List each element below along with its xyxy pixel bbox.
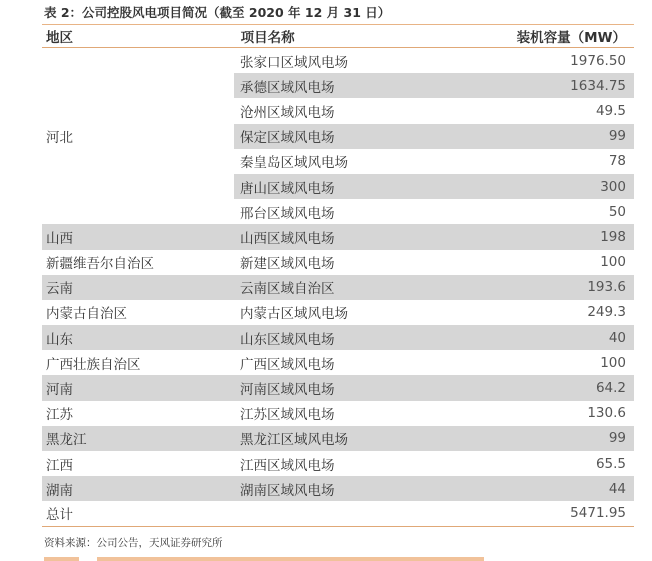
- region-name: 广西壮族自治区: [46, 356, 141, 373]
- region-name: 云南: [46, 281, 73, 298]
- capacity-value: 130.6: [587, 405, 626, 422]
- capacity-value: 1634.75: [464, 73, 634, 98]
- capacity-value: 99: [608, 430, 626, 447]
- project-name: 山西区域风电场: [240, 230, 335, 247]
- region-name: 江苏: [46, 407, 73, 424]
- project-name: 河南区域风电场: [240, 382, 335, 399]
- table-row: [42, 325, 634, 350]
- capacity-value: 65.5: [595, 455, 626, 472]
- table-caption: 表 2：公司控股风电项目简况（截至 2020 年 12 月 31 日）: [44, 5, 391, 20]
- project-name: 张家口区域风电场: [240, 54, 348, 71]
- table-row: [42, 350, 634, 375]
- table-row: [42, 375, 634, 400]
- capacity-value: 193.6: [587, 279, 626, 296]
- capacity-value: 44: [608, 480, 626, 497]
- source-note: 资料来源：公司公告，天风证券研究所: [44, 537, 223, 549]
- table-row: [42, 300, 634, 325]
- table-header: [42, 24, 634, 48]
- region-name: 湖南: [46, 482, 73, 499]
- capacity-value: 198: [600, 228, 626, 245]
- capacity-value: 64.2: [595, 380, 626, 397]
- table-row: [42, 476, 634, 501]
- table-row: [42, 174, 634, 199]
- total-capacity: 5471.95: [570, 505, 626, 522]
- capacity-value: 300: [464, 174, 634, 199]
- table-row: [42, 401, 634, 426]
- capacity-value: 1976.50: [570, 52, 626, 69]
- table-row: [42, 426, 634, 451]
- region-name: 新疆维吾尔自治区: [46, 256, 154, 273]
- region-name: 江西: [46, 457, 73, 474]
- total-label: 总计: [46, 507, 73, 524]
- project-name: 江西区域风电场: [240, 457, 335, 474]
- capacity-value: 100: [600, 354, 626, 371]
- project-name: 沧州区域风电场: [240, 104, 335, 121]
- header-project: 项目名称: [240, 30, 295, 46]
- region-name: 山东: [46, 331, 73, 348]
- capacity-value: 99: [464, 124, 634, 149]
- table-row: [42, 199, 634, 224]
- hebei-group: [42, 48, 634, 224]
- project-name: 山东区域风电场: [240, 331, 335, 348]
- project-name: 黑龙江区域风电场: [240, 432, 348, 449]
- table-row: [42, 149, 634, 174]
- table-row: [42, 275, 634, 300]
- project-name: 江苏区域风电场: [240, 407, 335, 424]
- table-row: [42, 224, 634, 249]
- hebei-region-label: 河北: [46, 130, 73, 147]
- project-name: 湖南区域风电场: [240, 482, 335, 499]
- capacity-value: 100: [600, 254, 626, 271]
- table-row: [42, 48, 634, 73]
- project-name: 新建区域风电场: [240, 256, 335, 273]
- wind-projects-table: [42, 24, 634, 527]
- project-name: 承德区域风电场: [234, 73, 464, 98]
- region-name: 山西: [46, 230, 73, 247]
- project-name: 内蒙古区域风电场: [240, 306, 348, 323]
- cut-off-next-caption: [44, 557, 484, 561]
- total-row: [42, 501, 634, 526]
- capacity-value: 249.3: [587, 304, 626, 321]
- project-name: 邢台区域风电场: [240, 205, 335, 222]
- region-name: 河南: [46, 382, 73, 399]
- table-row: [42, 124, 634, 149]
- table-row: [42, 250, 634, 275]
- project-name: 云南区域自治区: [240, 281, 335, 298]
- region-name: 内蒙古自治区: [46, 306, 127, 323]
- capacity-value: 50: [608, 203, 626, 220]
- table-row: [42, 73, 634, 98]
- region-name: 黑龙江: [46, 432, 87, 449]
- table-row: [42, 98, 634, 123]
- header-region: 地区: [46, 30, 73, 46]
- table-row: [42, 451, 634, 476]
- project-name: 秦皇岛区域风电场: [240, 155, 348, 172]
- project-name: 唐山区域风电场: [234, 174, 464, 199]
- header-capacity: 装机容量（MW）: [516, 30, 626, 46]
- project-name: 保定区域风电场: [234, 124, 464, 149]
- capacity-value: 78: [608, 153, 626, 170]
- capacity-value: 49.5: [595, 102, 626, 119]
- capacity-value: 40: [608, 329, 626, 346]
- project-name: 广西区域风电场: [240, 356, 335, 373]
